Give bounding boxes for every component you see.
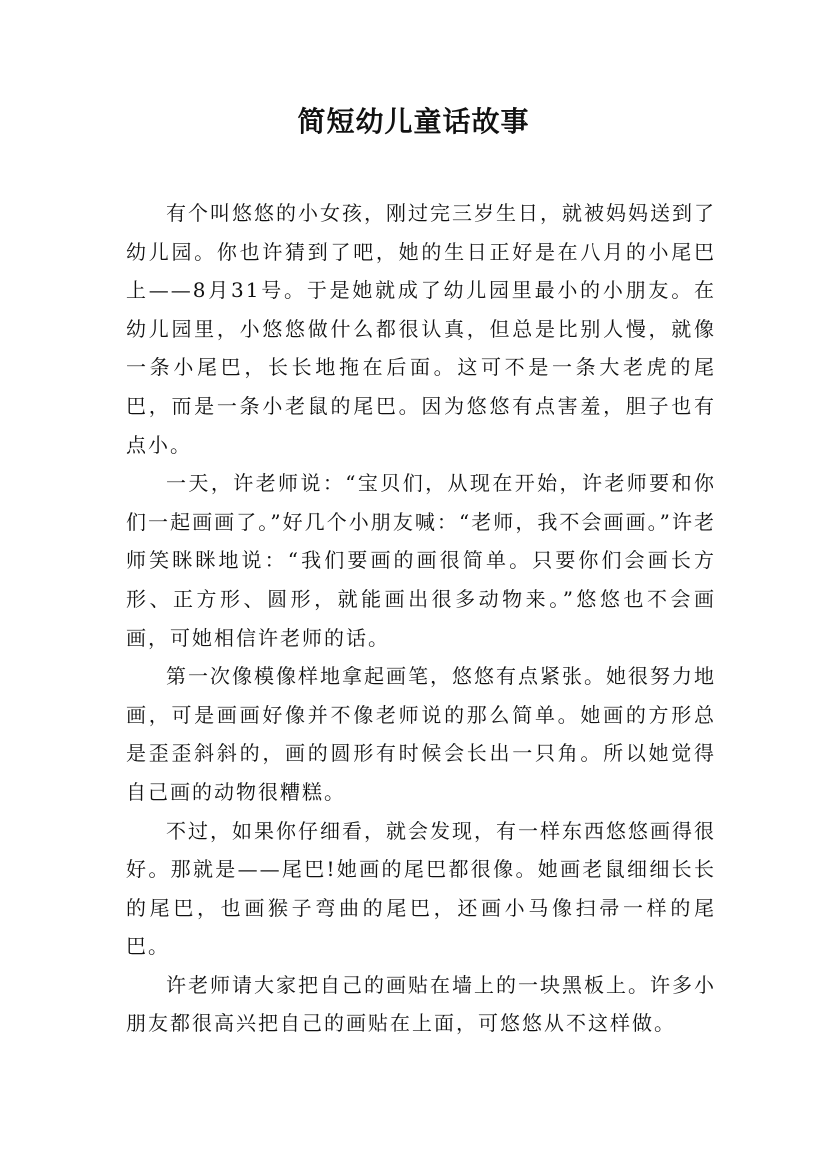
- paragraph: 有个叫悠悠的小女孩，刚过完三岁生日，就被妈妈送到了幼儿园。你也许猜到了吧，她的生日正好是在八月的小尾巴上——8月31号。于是她就成了幼儿园里最小的小朋友。在幼儿园里，小悠悠做什么都很认真，但总是比别人慢，就像一条小尾巴，长长地拖在后面。这可不是一条大老虎的尾巴，而是一条小老鼠的尾巴。因为悠悠有点害羞，胆子也有点小。: [126, 201, 716, 457]
- paragraph: 一天，许老师说：“宝贝们，从现在开始，许老师要和你们一起画画了。”好几个小朋友喊：“老师，我不会画画。”许老师笑眯眯地说：“我们要画的画很简单。只要你们会画长方形、正方形、圆形，就能画出很多动物来。”悠悠也不会画画，可她相信许老师的话。: [126, 471, 716, 650]
- paragraph: 不过，如果你仔细看，就会发现，有一样东西悠悠画得很好。那就是——尾巴!她画的尾巴都很像。她画老鼠细细长长的尾巴，也画猴子弯曲的尾巴，还画小马像扫帚一样的尾巴。: [126, 818, 716, 959]
- paragraph: 许老师请大家把自己的画贴在墙上的一块黑板上。许多小朋友都很高兴把自己的画贴在上面，可悠悠从不这样做。: [126, 972, 716, 1036]
- paragraph: 第一次像模像样地拿起画笔，悠悠有点紧张。她很努力地画，可是画画好像并不像老师说的那么简单。她画的方形总是歪歪斜斜的，画的圆形有时候会长出一只角。所以她觉得自己画的动物很糟糕。: [126, 664, 716, 804]
- document-body: [126, 194, 716, 1043]
- document-title: 简短幼儿童话故事: [297, 105, 530, 138]
